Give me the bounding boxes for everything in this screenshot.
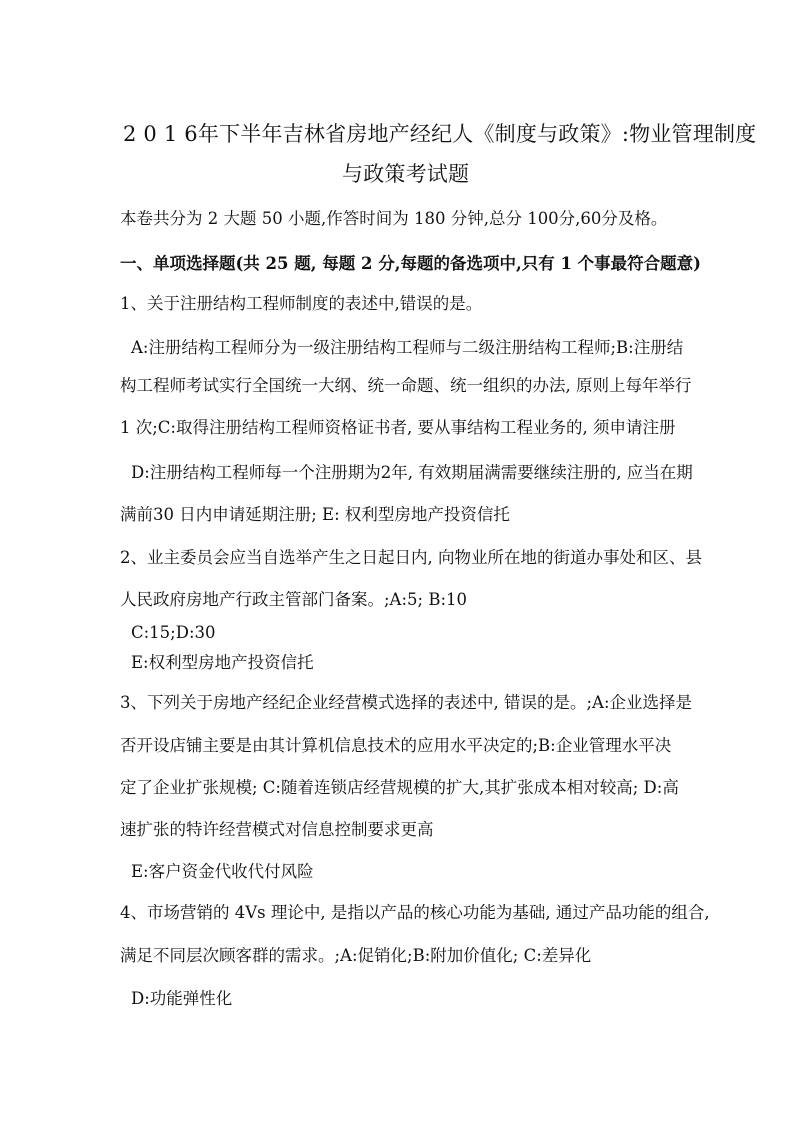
question-2-options-line-1: 人民政府房地产行政主管部门备案。;A:5; B:10	[120, 590, 468, 609]
question-3-options-line-2: 定了企业扩张规模; C:随着连锁店经营规模的扩大,其扩张成本相对较高; D:高	[120, 778, 679, 797]
question-1-options-line-5: 满前30 日内申请延期注册; E: 权利型房地产投资信托	[120, 505, 510, 524]
question-2-options-line-3: E:权利型房地产投资信托	[131, 653, 314, 672]
question-1-stem: 1、关于注册结构工程师制度的表述中,错误的是。	[120, 294, 483, 313]
question-2-stem: 2、业主委员会应当自选举产生之日起日内, 向物业所在地的街道办事处和区、县	[120, 548, 702, 567]
question-3-stem: 3、下列关于房地产经纪企业经营模式选择的表述中, 错误的是。;A:企业选择是	[120, 693, 693, 712]
question-1-options-line-1: A:注册结构工程师分为一级注册结构工程师与二级注册结构工程师;B:注册结	[131, 338, 684, 357]
question-4-stem: 4、市场营销的 4Vs 理论中, 是指以产品的核心功能为基础, 通过产品功能的组合,	[120, 903, 710, 922]
section-heading-single-choice: 一、单项选择题(共 25 题, 每题 2 分,每题的备选项中,只有 1 个事最符合题意)	[120, 254, 701, 273]
question-2-options-line-2: C:15;D:30	[131, 623, 216, 642]
question-4-options-line-2: D:功能弹性化	[131, 989, 233, 1008]
question-3-options-line-4: E:客户资金代收代付风险	[131, 862, 314, 881]
document-title-line-1: 2 0 1 6年下半年吉林省房地产经纪人《制度与政策》:物业管理制度	[123, 122, 757, 146]
question-4-options-line-1: 满足不同层次顾客群的需求。;A:促销化;B:附加价值化; C:差异化	[120, 946, 592, 965]
question-1-options-line-4: D:注册结构工程师每一个注册期为2年, 有效期届满需要继续注册的, 应当在期	[131, 463, 693, 482]
question-3-options-line-1: 否开设店铺主要是由其计算机信息技术的应用水平决定的;B:企业管理水平决	[120, 736, 672, 755]
question-1-options-line-2: 构工程师考试实行全国统一大纲、统一命题、统一组织的办法, 原则上每年举行	[120, 376, 692, 395]
question-3-options-line-3: 速扩张的特许经营模式对信息控制要求更高	[120, 820, 434, 839]
document-title-line-2: 与政策考试题	[342, 162, 470, 186]
exam-intro: 本卷共分为 2 大题 50 小题,作答时间为 180 分钟,总分 100分,60分及格。	[120, 209, 668, 228]
question-1-options-line-3: 1 次;C:取得注册结构工程师资格证书者, 要从事结构工程业务的, 须申请注册	[120, 418, 676, 437]
